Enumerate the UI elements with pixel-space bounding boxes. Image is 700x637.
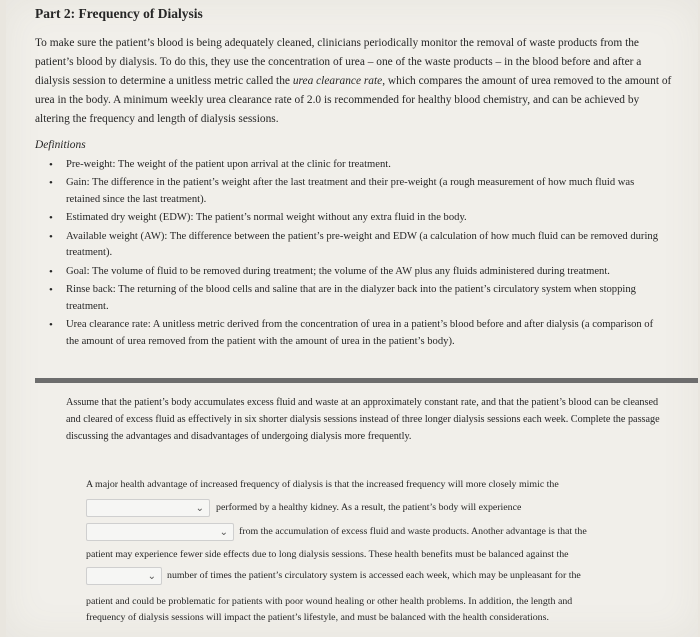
chevron-down-icon: ⌄ [195, 503, 204, 514]
definition-text: Pre-weight: The weight of the patient upon arrival at the clinic for treatment. [66, 159, 391, 170]
passage-line-4: patient may experience fewer side effects due to long dialysis sessions. These health benefits must be balanced against the [86, 549, 569, 560]
definitions-heading: Definitions [35, 139, 86, 151]
intro-emphasis: urea clearance rate [292, 75, 383, 87]
definition-text: Urea clearance rate: A unitless metric derived from the concentration of urea in a patient’s blood before and after dialysis (a comparison of the amount of urea removed from the patient with the amount of urea in the patient’s body). [66, 319, 654, 347]
intro-text-1: To make sure the patient’s blood is being adequately cleaned, clinicians periodically monitor the removal of waste products from the patient’s blood by dialysis. To do this, they use the concentration of urea – one of the waste products – in the blood before and after a dialysis session to determine a unitless metric called the [35, 37, 642, 87]
definition-item [47, 264, 666, 281]
definition-item [47, 282, 666, 316]
intro-paragraph [35, 34, 675, 129]
section-divider [35, 378, 698, 383]
document-page [6, 0, 698, 637]
passage-line-7: frequency of dialysis sessions will impact the patient’s lifestyle, and must be balanced with the health considerations. [86, 612, 549, 623]
bullet-icon: • [49, 319, 53, 332]
dropdown-2[interactable] [86, 523, 234, 541]
definition-item [47, 317, 666, 351]
bullet-icon: • [49, 177, 53, 190]
bullet-icon: • [49, 159, 53, 171]
definition-text: Goal: The volume of fluid to be removed during treatment; the volume of the AW plus any fluids administered during treatment. [66, 265, 610, 277]
section-title: Part 2: Frequency of Dialysis [35, 6, 203, 21]
chevron-down-icon: ⌄ [219, 527, 228, 538]
definition-text: Available weight (AW): The difference between the patient’s pre-weight and EDW (a calculation of how much fluid can be removed during treatment). [66, 230, 658, 259]
definition-text: Estimated dry weight (EDW): The patient’s normal weight without any extra fluid in the body. [66, 212, 467, 224]
bullet-icon: • [49, 212, 53, 225]
part-2-section [35, 6, 675, 352]
passage-line-3: from the accumulation of excess fluid and waste products. Another advantage is that the [239, 526, 587, 537]
dropdown-3[interactable] [86, 567, 162, 585]
definition-item [47, 210, 666, 227]
bullet-icon: • [49, 265, 53, 278]
passage-line-2: performed by a healthy kidney. As a result, the patient’s body will experience [216, 502, 522, 513]
chevron-down-icon: ⌄ [147, 571, 156, 582]
passage-line-1: A major health advantage of increased frequency of dialysis is that the increased frequency will more closely mimic the [86, 479, 559, 490]
bullet-icon: • [49, 284, 53, 297]
intro-text-2: , which compares the amount of urea removed to the amount of urea in the body. A minimum weekly urea clearance rate of 2.0 is recommended for healthy blood chemistry, and can be achieved by altering the frequency and length of dialysis sessions. [35, 75, 672, 125]
bullet-icon: • [49, 230, 53, 243]
passage-line-5: number of times the patient’s circulatory system is accessed each week, which may be unpleasant for the [167, 570, 581, 581]
passage-line-6: patient and could be problematic for patients with poor wound healing or other health problems. In addition, the length and [86, 596, 573, 607]
definition-item [47, 175, 666, 209]
definition-item [47, 229, 666, 263]
dropdown-1[interactable] [86, 499, 210, 517]
definitions-list [35, 157, 675, 351]
definition-text: Gain: The difference in the patient’s weight after the last treatment and their pre-weight (a rough measurement of how much fluid was retained since the last treatment). [66, 177, 635, 206]
question-prompt: Assume that the patient’s body accumulates excess fluid and waste at an approximately constant rate, and that the patient’s blood can be cleansed and cleared of excess fluid as effectively in six shorter dialysis sessions instead of three longer dialysis sessions each week. Complete the passage discussing the advantages and disadvantages of undergoing dialysis more frequently. [66, 397, 660, 442]
definition-text: Rinse back: The returning of the blood cells and saline that are in the dialyzer back into the patient’s circulatory system when stopping treatment. [66, 284, 636, 312]
definition-item [47, 157, 666, 174]
